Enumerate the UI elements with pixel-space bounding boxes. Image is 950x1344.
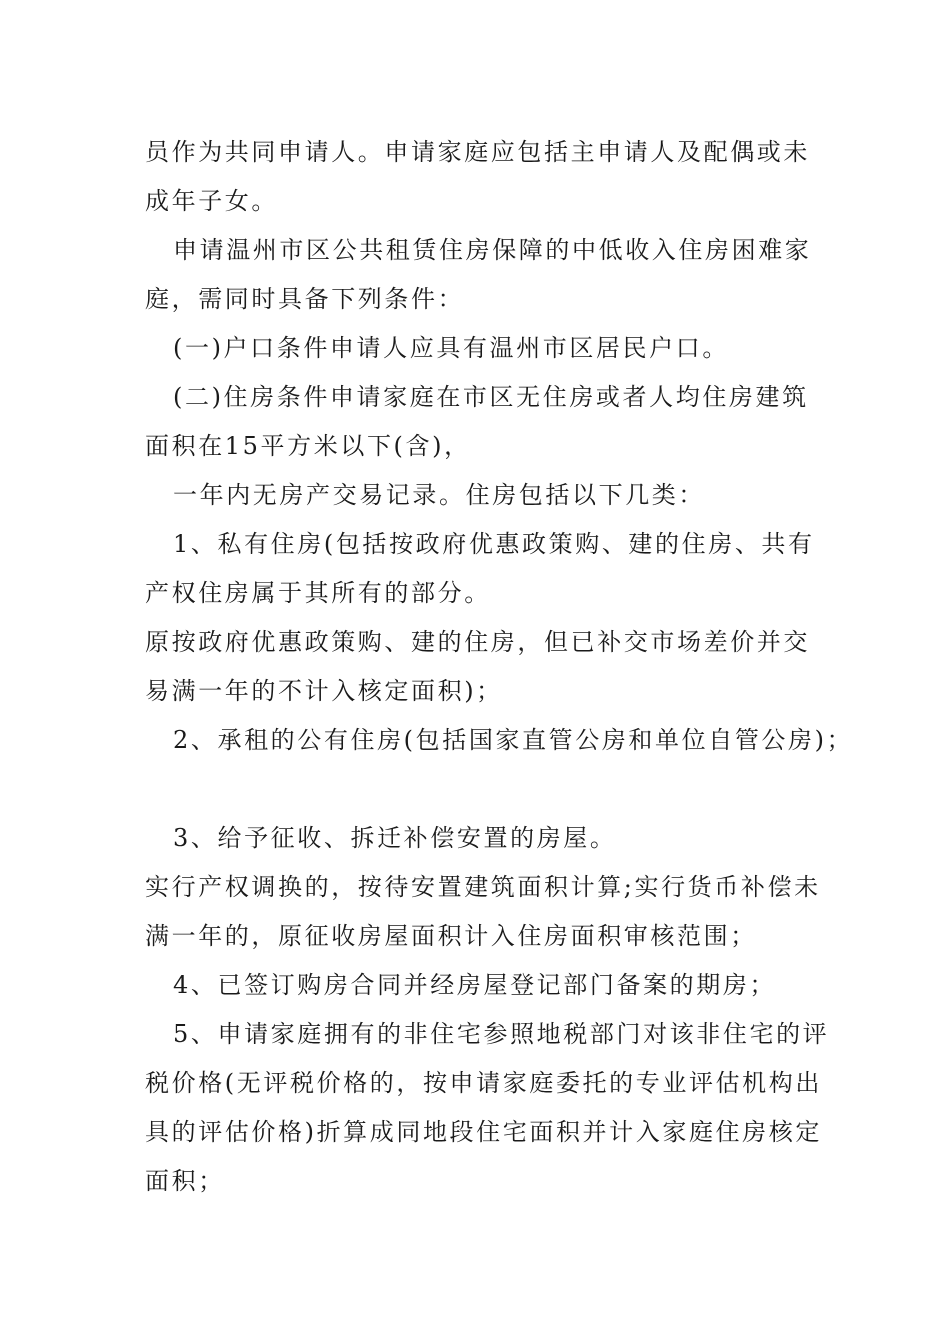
text-line: 5、申请家庭拥有的非住宅参照地税部门对该非住宅的评 — [173, 1020, 830, 1048]
text-line: 3、给予征收、拆迁补偿安置的房屋。 — [173, 824, 617, 852]
text-line: 易满一年的不计入核定面积)； — [145, 677, 503, 705]
text-line: 庭，需同时具备下列条件： — [145, 285, 465, 313]
text-line: 面积在15平方米以下(含)， — [145, 432, 471, 460]
paragraph-gap — [145, 765, 825, 814]
document-body — [145, 128, 854, 1206]
text-line: 实行产权调换的，按待安置建筑面积计算;实行货币补偿未 — [145, 873, 821, 901]
text-line: (一)户口条件申请人应具有温州市区居民户口。 — [173, 334, 729, 362]
text-line: 一年内无房产交易记录。住房包括以下几类： — [173, 481, 705, 509]
text-line: 产权住房属于其所有的部分。 — [145, 579, 491, 607]
text-line: 2、承租的公有住房(包括国家直管公房和单位自管公房)； — [173, 726, 854, 754]
text-line: 原按政府优惠政策购、建的住房，但已补交市场差价并交 — [145, 628, 810, 656]
text-line: 面积； — [145, 1167, 225, 1195]
text-line: 申请温州市区公共租赁住房保障的中低收入住房困难家 — [173, 236, 812, 264]
text-line: 1、私有住房(包括按政府优惠政策购、建的住房、共有 — [173, 530, 815, 558]
text-line: 员作为共同申请人。申请家庭应包括主申请人及配偶或未 — [145, 138, 810, 166]
text-line: 满一年的，原征收房屋面积计入住房面积审核范围； — [145, 922, 757, 950]
text-line: 成年子女。 — [145, 187, 278, 215]
text-line: (二)住房条件申请家庭在市区无住房或者人均住房建筑 — [173, 383, 809, 411]
text-line: 具的评估价格)折算成同地段住宅面积并计入家庭住房核定 — [145, 1118, 822, 1146]
text-line: 税价格(无评税价格的，按申请家庭委托的专业评估机构出 — [145, 1069, 822, 1097]
text-line: 4、已签订购房合同并经房屋登记部门备案的期房； — [173, 971, 777, 999]
